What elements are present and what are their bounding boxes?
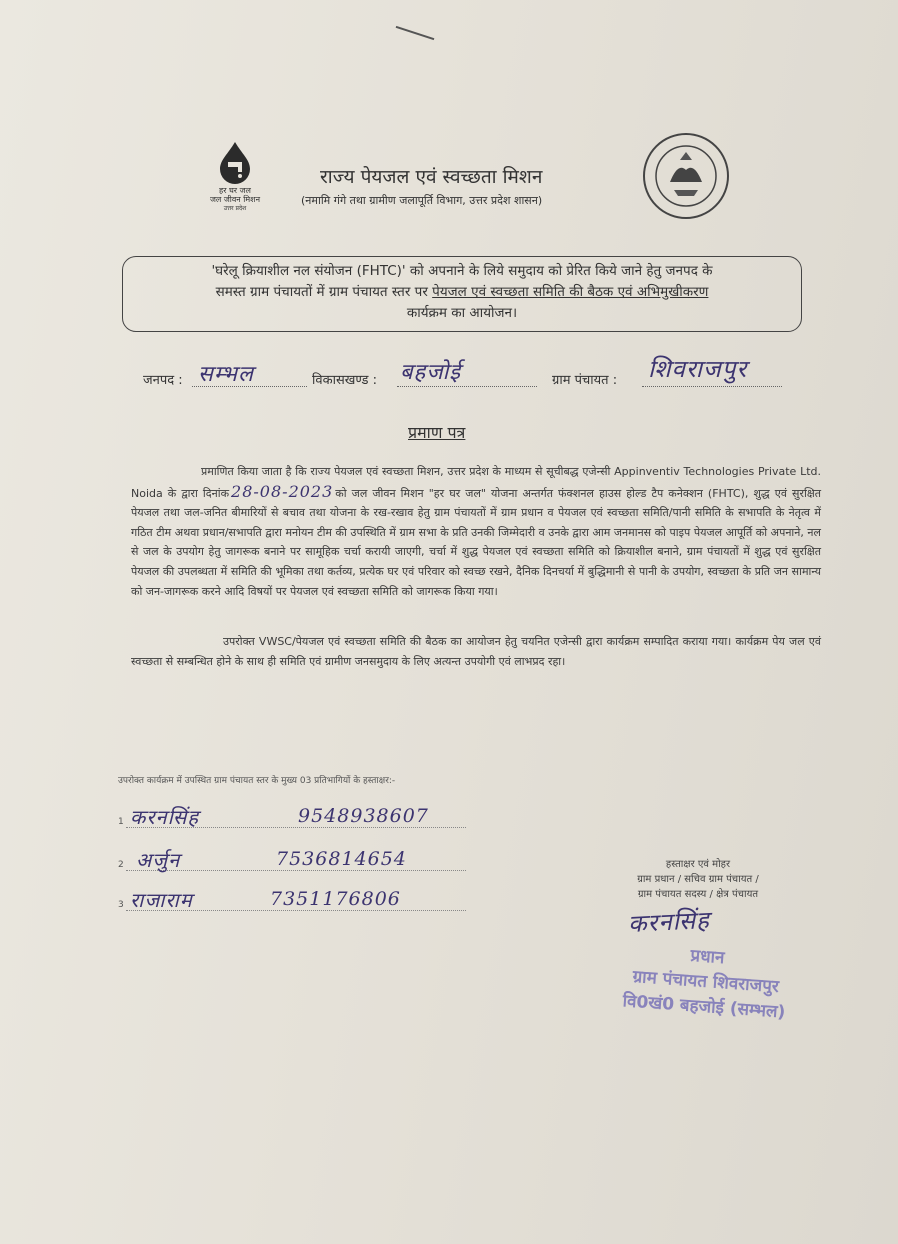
up-government-emblem [640,130,732,222]
signatory-number: 2 [118,860,124,870]
signatory-number: 1 [118,817,124,827]
authority-signature: करनसिंह [627,905,711,939]
certificate-paragraph-1 [131,462,821,601]
certificate-heading: प्रमाण पत्र [408,423,466,442]
authority-line-2: ग्राम प्रधान / सचिव ग्राम पंचायत / [637,874,759,885]
authority-line-3: ग्राम पंचायत सदस्य / क्षेत्र पंचायत [637,889,759,900]
certificate-paragraph-2 [131,632,821,671]
banner-line-2 [135,282,789,303]
signatory-number: 3 [118,900,124,910]
authority-block [598,857,798,902]
logo-caption [200,186,270,213]
para1-part-a: प्रमाणित किया जाता है कि राज्य पेयजल एवं स्वच्छता मिशन, उत्तर प्रदेश के माध्यम से सूचीबद्ध एजेन्सी Appinventiv Technologies Private Ltd. Noida के द्वारा दिनांक [131,465,821,500]
har-ghar-jal-logo [200,140,270,210]
banner-line-2-text: समस्त ग्राम पंचायतों में ग्राम पंचायत स्तर पर [215,284,433,300]
stamp-line-2: ग्राम पंचायत शिवराजपुर [632,966,780,998]
para1-part-b: को जल जीवन मिशन "हर घर जल" योजना अन्तर्गत फंक्शनल हाउस होल्ड टैप कनेक्शन (FHTC), शुद्ध एवं सुरक्षित पेयजल तथा जल-जनित बीमारियों से बचाव तथा योजना के रख-रखाव हेतु ग्राम पंचायतों में ग्राम प्रधान व पेयजल एवं स्वच्छता समिति/पानी समिति के सभापति के नेतृत्व में गठित टीम अथवा प्रधान/सभापति द्वारा मनोयन टीम की उपस्थिति में ग्राम सभा के प्रति उनकी जिम्मेदारी व उनके द्वारा आम जनमानस को पाइप पेयजल आपूर्ति को अपनाने, नल से जल के उपयोग हेतु जागरूक बनाने पर सामूहिक चर्चा करायी जाएगी, चर्चा में शुद्ध पेयजल एवं स्वच्छता समिति को क्रियाशील बनाने, ग्राम पंचायतों में शुद्ध एवं सुरक्षित पेयजल की उपलब्धता में समिति की भूमिका तथा कर्तव्य, प्रत्येक घर एवं परिवार को स्वच्छ रखने, दैनिक दिनचर्या में बुद्धिमानी से पानी के उपयोग, स्वच्छता के प्रति जन सामान्य को जन-जागरूक करने आदि विषयों पर पेयजल एवं स्वच्छता समिति को जागरूक किया गया। [131,486,821,598]
mission-title: राज्य पेयजल एवं स्वच्छता मिशन [320,166,543,188]
signatory-name: अर्जुन [136,848,181,872]
water-tap-icon [212,140,258,186]
signatory-phone: 7536814654 [276,848,407,870]
stamp-line-3: वि0खं0 बहजोई (सम्भल) [622,991,786,1023]
block-line [397,386,537,387]
block-label: विकासखण्ड : [312,373,378,388]
pen-mark [396,26,435,40]
pradhan-stamp [587,937,823,1048]
emblem-seal-icon [640,130,732,222]
signatories-note: उपरोक्त कार्यक्रम में उपस्थित ग्राम पंचायत स्तर के मुख्य 03 प्रतिभागियों के हस्ताक्षर:- [118,776,396,786]
district-label: जनपद : [143,373,183,388]
signatory-phone: 7351176806 [270,888,401,910]
logo-caption-3: उत्तर प्रदेश [223,205,247,212]
banner-line-3: कार्यक्रम का आयोजन। [406,305,518,321]
block-value: बहजोई [400,360,462,385]
logo-caption-2: जल जीवन मिशन [209,195,261,204]
gram-panchayat-line [642,386,782,387]
para2-text: उपरोक्त VWSC/पेयजल एवं स्वच्छता समिति की बैठक का आयोजन हेतु चयनित एजेन्सी द्वारा कार्यक्रम सम्पादित कराया गया। कार्यक्रम पेय जल एवं स्वच्छता से सम्बन्धित होने के साथ ही समिति एवं ग्रामीण जनसमुदाय के लिए अत्यन्त उपयोगी एवं लाभप्रद रहा। [131,635,821,668]
banner-underlined-text: पेयजल एवं स्वच्छता समिति की बैठक एवं अभिमुखीकरण [432,284,709,300]
stamp-line-1: प्रधान [689,945,726,969]
banner-line-1: 'घरेलू क्रियाशील नल संयोजन (FHTC)' को अपनाने के लिये समुदाय को प्रेरित किये जाने हेतु जनपद के [211,263,713,279]
signatory-name: राजाराम [130,888,193,912]
mission-subtitle: (नमामि गंगे तथा ग्रामीण जलापूर्ति विभाग, उत्तर प्रदेश शासन) [301,194,543,207]
program-banner [122,256,802,332]
authority-line-1: हस्ताक्षर एवं मोहर [665,859,731,870]
gram-panchayat-value: शिवराजपुर [648,355,748,383]
logo-caption-1: हर घर जल [219,186,251,195]
date-value: 28-08-2023 [231,481,334,501]
gram-panchayat-label: ग्राम पंचायत : [552,373,618,388]
signatory-name: करनसिंह [130,805,199,829]
signatory-phone: 9548938607 [298,805,429,827]
district-value: सम्भल [198,362,254,387]
